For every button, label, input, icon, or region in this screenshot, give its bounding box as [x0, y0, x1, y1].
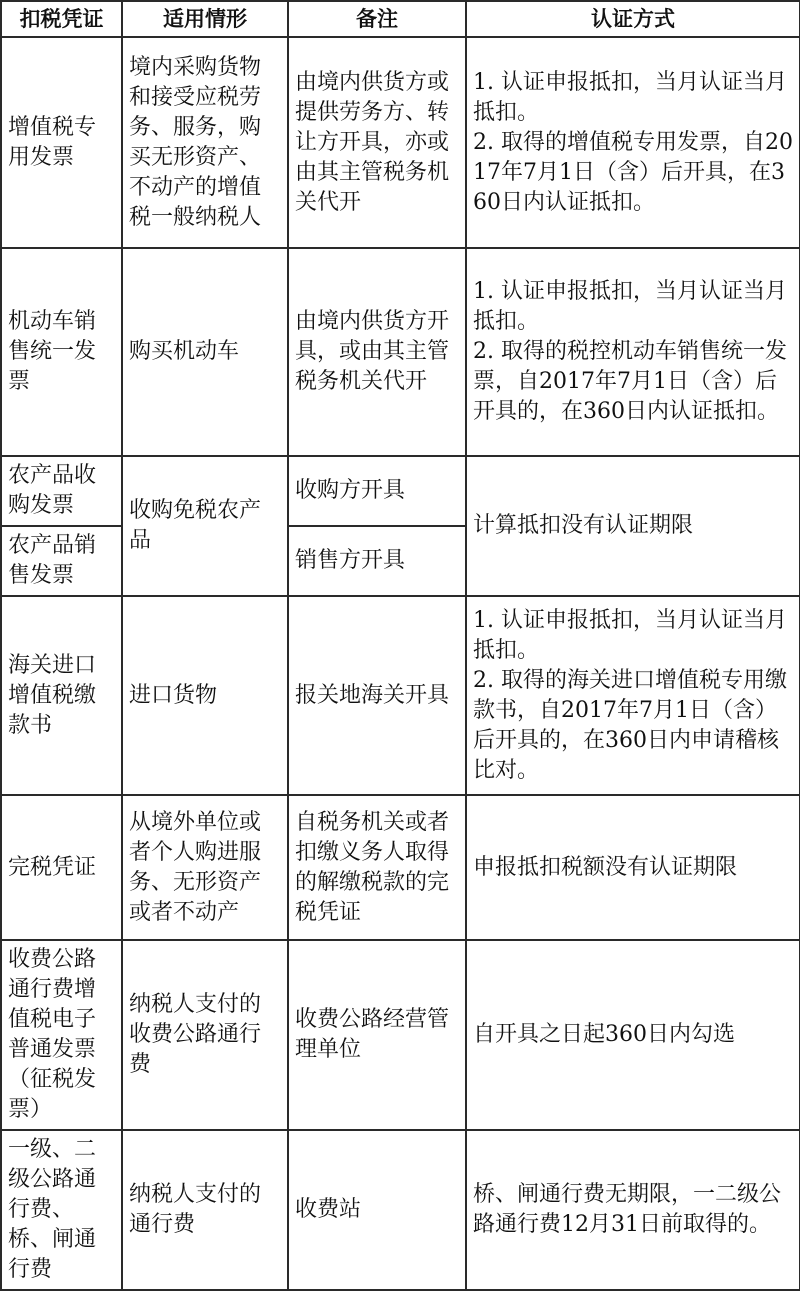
voucher-cell: 增值税专用发票	[1, 37, 122, 248]
note-cell: 由境内供货方开具，或由其主管税务机关代开	[288, 248, 466, 456]
table-row	[1, 795, 800, 940]
voucher-cell: 完税凭证	[1, 795, 122, 940]
table-row	[1, 248, 800, 456]
method-cell: 1. 认证申报抵扣，当月认证当月抵扣。 2. 取得的增值税专用发票，自2017年7月1日（含）后开具，在360日内认证抵扣。	[466, 37, 800, 248]
note-cell: 收购方开具	[288, 456, 466, 526]
table-row	[1, 456, 800, 526]
note-cell: 自税务机关或者扣缴义务人取得的解缴税款的完税凭证	[288, 795, 466, 940]
header-voucher: 扣税凭证	[1, 1, 122, 37]
voucher-cell: 海关进口增值税缴款书	[1, 596, 122, 795]
voucher-cell: 一级、二级公路通行费、桥、闸通行费	[1, 1130, 122, 1290]
method-cell: 申报抵扣税额没有认证期限	[466, 795, 800, 940]
header-scenario: 适用情形	[122, 1, 288, 37]
table-row	[1, 596, 800, 795]
scenario-cell: 购买机动车	[122, 248, 288, 456]
scenario-cell: 进口货物	[122, 596, 288, 795]
header-method: 认证方式	[466, 1, 800, 37]
scenario-cell: 纳税人支付的通行费	[122, 1130, 288, 1290]
note-cell: 由境内供货方或提供劳务方、转让方开具，亦或由其主管税务机关代开	[288, 37, 466, 248]
method-cell: 自开具之日起360日内勾选	[466, 940, 800, 1130]
scenario-cell: 境内采购货物和接受应税劳务、服务，购买无形资产、不动产的增值税一般纳税人	[122, 37, 288, 248]
note-cell: 收费公路经营管理单位	[288, 940, 466, 1130]
voucher-cell: 机动车销售统一发票	[1, 248, 122, 456]
scenario-cell: 收购免税农产品	[122, 456, 288, 596]
note-cell: 销售方开具	[288, 526, 466, 596]
method-cell: 桥、闸通行费无期限，一二级公路通行费12月31日前取得的。	[466, 1130, 800, 1290]
voucher-cell: 农产品收购发票	[1, 456, 122, 526]
header-row	[1, 1, 800, 37]
scenario-cell: 纳税人支付的收费公路通行费	[122, 940, 288, 1130]
method-cell: 1. 认证申报抵扣，当月认证当月抵扣。 2. 取得的海关进口增值税专用缴款书，自2017年7月1日（含）后开具的，在360日内申请稽核比对。	[466, 596, 800, 795]
method-cell: 计算抵扣没有认证期限	[466, 456, 800, 596]
table-row	[1, 37, 800, 248]
header-note: 备注	[288, 1, 466, 37]
scenario-cell: 从境外单位或者个人购进服务、无形资产或者不动产	[122, 795, 288, 940]
table-row	[1, 1130, 800, 1290]
note-cell: 报关地海关开具	[288, 596, 466, 795]
method-cell: 1. 认证申报抵扣，当月认证当月抵扣。 2. 取得的税控机动车销售统一发票，自2017年7月1日（含）后开具的，在360日内认证抵扣。	[466, 248, 800, 456]
voucher-cell: 农产品销售发票	[1, 526, 122, 596]
voucher-cell: 收费公路通行费增值税电子普通发票（征税发票）	[1, 940, 122, 1130]
table-row	[1, 940, 800, 1130]
note-cell: 收费站	[288, 1130, 466, 1290]
